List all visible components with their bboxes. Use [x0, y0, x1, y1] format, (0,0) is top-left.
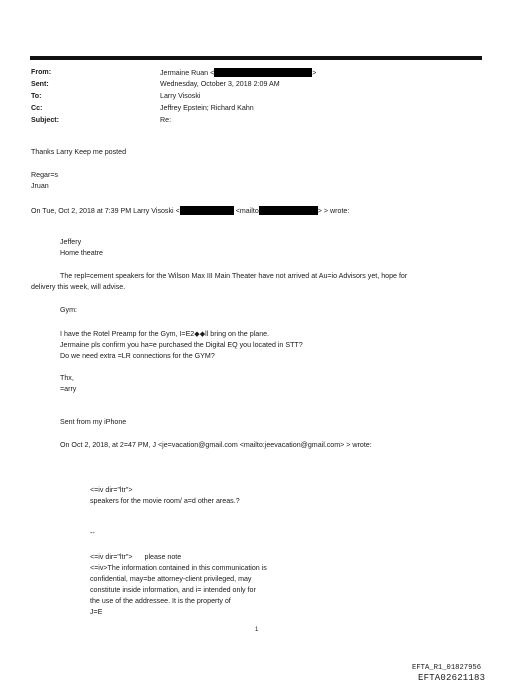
quote-header-mailto: <mailto [235, 207, 259, 215]
gym-line: I have the Rotel Preamp for the Gym, I=E2◆◆ll bring on the plane. [60, 330, 270, 338]
disclaimer-line: <=iv>The information contained in this communication is [90, 564, 267, 572]
sender-name: =arry [60, 385, 77, 393]
paragraph-line: The repl=cement speakers for the Wilson Max III Main Theater have not arrived at Au=io Advisors yet, hope for [60, 272, 408, 280]
html-fragment: <=iv dir="ltr"> [90, 553, 133, 561]
sent-label: Sent: [31, 80, 49, 88]
from-label: From: [31, 68, 52, 76]
to-label: To: [31, 92, 42, 100]
please-note: please note [144, 553, 182, 561]
speakers-line: speakers for the movie room/ a=d other areas.? [90, 497, 240, 505]
redaction-box [180, 206, 234, 215]
quote-header-start: On Tue, Oct 2, 2018 at 7:39 PM Larry Visoski < [31, 207, 180, 215]
quote-header [31, 206, 349, 216]
disclaimer-line: constitute inside information, and i= intended only for [90, 586, 256, 594]
from-value [160, 68, 316, 78]
from-value-start: Jermaine Ruan < [160, 69, 215, 77]
gym-line: Do we need extra =LR connections for the GYM? [60, 352, 215, 360]
disclaimer-line: the use of the addressee. It is the property of [90, 597, 231, 605]
disclaimer-line: confidential, may=be attorney-client privileged, may [90, 575, 252, 583]
subject-value: Re: [160, 116, 172, 124]
bates-number-secondary: EFTA02621183 [418, 673, 486, 683]
regards: Regar=s [31, 171, 59, 179]
header-rule [30, 56, 482, 60]
separator: -- [90, 529, 95, 537]
disclaimer-line: J=E [90, 608, 103, 616]
reply-line: Thanks Larry Keep me posted [31, 148, 127, 156]
sent-from: Sent from my iPhone [60, 418, 127, 426]
redaction-box [214, 68, 312, 77]
bates-number-primary: EFTA_R1_01827956 [412, 664, 482, 672]
from-value-end: > [312, 69, 317, 77]
cc-value: Jeffrey Epstein; Richard Kahn [160, 104, 254, 112]
gym-line: Jermaine pls confirm you ha=e purchased the Digital EQ you located in STT? [60, 341, 303, 349]
quote-header-end: > > wrote: [317, 207, 350, 215]
please-note-line [90, 553, 181, 562]
greeting: Jeffery [60, 238, 82, 246]
cc-label: Cc: [31, 104, 43, 112]
nested-quote-header: On Oct 2, 2018, at 2=47 PM, J <je=vacation@gmail.com <mailto:jeevacation@gmail.com> > wrote: [60, 441, 372, 449]
redaction-box [259, 206, 318, 215]
subject-label: Subject: [31, 116, 59, 124]
thx: Thx, [60, 374, 74, 382]
paragraph-line: delivery this week, will advise. [31, 283, 126, 291]
signature: Jruan [31, 182, 49, 190]
to-value: Larry Visoski [160, 92, 201, 100]
sent-value: Wednesday, October 3, 2018 2:09 AM [160, 80, 280, 88]
page-number: 1 [255, 627, 259, 633]
topic: Home theatre [60, 249, 103, 257]
gym-label: Gym: [60, 306, 77, 314]
html-fragment: <=iv dir="ltr"> [90, 486, 133, 494]
